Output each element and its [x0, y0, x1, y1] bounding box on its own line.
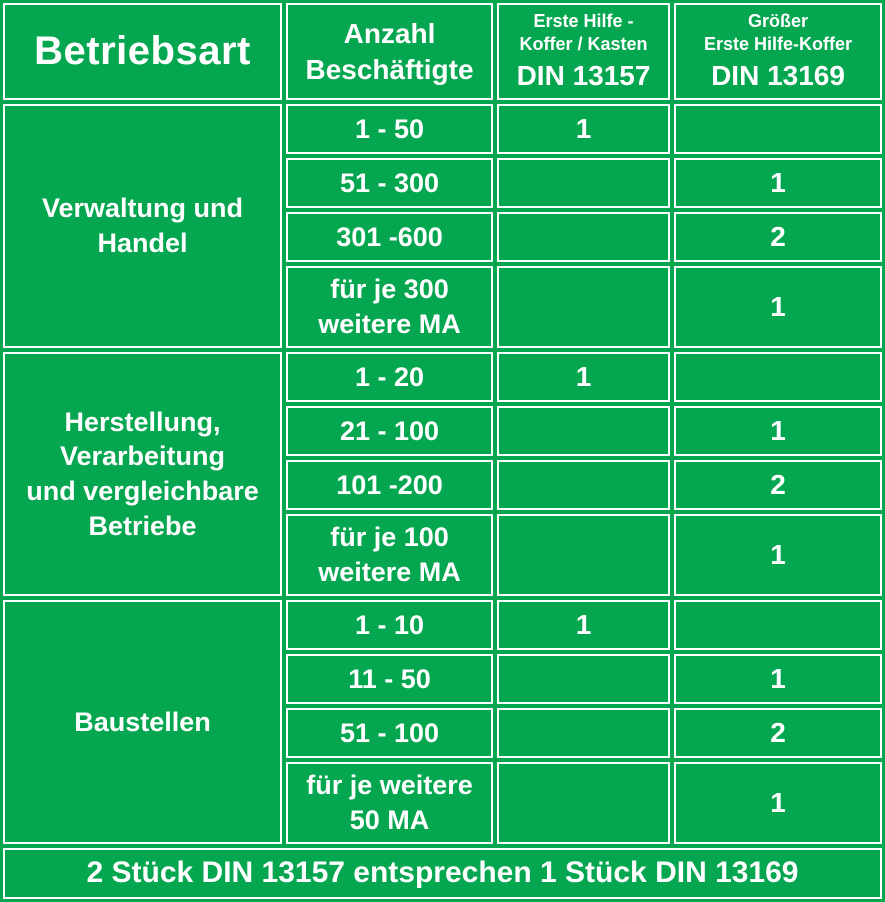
header-din13157	[497, 3, 670, 100]
range-line: 301 -600	[336, 221, 443, 252]
din13169-value-cell	[674, 460, 882, 510]
range-line: 1 - 20	[354, 361, 425, 392]
range-line: weitere MA	[318, 309, 461, 339]
section-cell-baustellen	[3, 600, 282, 844]
range-line: für je 300	[330, 274, 449, 305]
header-din13157-line1: Erste Hilfe -	[533, 10, 634, 31]
range-line: 50 MA	[349, 805, 430, 835]
din13157-value-cell	[497, 514, 670, 596]
din13169-value-cell	[674, 406, 882, 456]
range-cell	[286, 158, 493, 208]
din13157-value: 1	[575, 361, 592, 393]
header-anzahl-beschaeftigte	[286, 3, 493, 100]
section-cell-herstellung	[3, 352, 282, 596]
din13157-value-cell	[497, 708, 670, 758]
din13157-value-cell	[497, 352, 670, 402]
footer-note	[3, 848, 882, 899]
range-line: 21 - 100	[339, 415, 440, 446]
range-cell	[286, 212, 493, 262]
section-name-line: Herstellung,	[64, 406, 221, 437]
din13157-value-cell	[497, 104, 670, 154]
din13157-value-cell	[497, 460, 670, 510]
range-line: weitere MA	[318, 557, 461, 587]
range-line: 51 - 300	[339, 167, 440, 198]
section-name-line: und vergleichbare	[26, 476, 259, 506]
din13169-value: 1	[770, 663, 786, 695]
section-cell-verwaltung-und-handel	[3, 104, 282, 348]
din13169-value-cell	[674, 158, 882, 208]
range-line: für je weitere	[306, 770, 473, 801]
din13157-value-cell	[497, 406, 670, 456]
din13157-value: 1	[575, 609, 592, 641]
din13169-value-cell	[674, 352, 882, 402]
range-cell	[286, 654, 493, 704]
din13157-value-cell	[497, 212, 670, 262]
din13157-value: 1	[575, 113, 592, 145]
din13169-value-cell	[674, 708, 882, 758]
header-din13169-line2: Erste Hilfe-Koffer	[703, 33, 853, 54]
din13169-value-cell	[674, 266, 882, 348]
header-betriebsart-label: Betriebsart	[34, 28, 251, 73]
header-din13157-line2: Koffer / Kasten	[519, 33, 648, 54]
header-din13157-label: DIN 13157	[516, 59, 651, 91]
din13169-value: 1	[770, 787, 786, 819]
din13169-value: 1	[770, 291, 786, 323]
section-name-line: Betriebe	[88, 510, 197, 541]
range-line: 1 - 10	[354, 609, 425, 640]
range-cell	[286, 266, 493, 348]
din13169-value: 1	[770, 167, 786, 199]
din13157-value-cell	[497, 600, 670, 650]
section-name-line: Verwaltung und	[41, 193, 243, 224]
din13169-value: 2	[770, 221, 786, 253]
range-cell	[286, 708, 493, 758]
din13169-value: 2	[770, 717, 786, 749]
range-cell	[286, 514, 493, 596]
range-line: 11 - 50	[348, 663, 431, 694]
header-anzahl-line2: Beschäftigte	[305, 53, 474, 85]
din13157-value-cell	[497, 762, 670, 844]
section-name-line: Handel	[97, 228, 188, 258]
din13169-value: 1	[770, 539, 786, 571]
header-din13169	[674, 3, 882, 100]
header-din13169-label: DIN 13169	[711, 59, 845, 91]
range-line: 51 - 100	[339, 717, 440, 748]
range-line: 1 - 50	[354, 113, 425, 144]
din13169-value: 2	[770, 469, 786, 501]
section-name-line: Verarbeitung	[59, 441, 226, 472]
range-cell	[286, 460, 493, 510]
din13169-value-cell	[674, 762, 882, 844]
din13169-value-cell	[674, 514, 882, 596]
header-anzahl-line1: Anzahl	[343, 17, 436, 49]
din13169-value-cell	[674, 212, 882, 262]
din13157-value-cell	[497, 654, 670, 704]
range-line: 101 -200	[336, 469, 443, 500]
range-cell	[286, 406, 493, 456]
header-betriebsart	[3, 3, 282, 100]
range-line: für je 100	[330, 522, 449, 553]
header-din13169-line1: Größer	[747, 10, 808, 31]
range-cell	[286, 352, 493, 402]
range-cell	[286, 104, 493, 154]
range-cell	[286, 600, 493, 650]
din13157-value-cell	[497, 266, 670, 348]
din13169-value: 1	[770, 415, 786, 447]
din13169-value-cell	[674, 104, 882, 154]
section-name-line: Baustellen	[74, 706, 211, 737]
din13169-value-cell	[674, 654, 882, 704]
din13157-value-cell	[497, 158, 670, 208]
din13169-value-cell	[674, 600, 882, 650]
footer-note-text: 2 Stück DIN 13157 entsprechen 1 Stück DIN 13169	[86, 856, 799, 890]
range-cell	[286, 762, 493, 844]
